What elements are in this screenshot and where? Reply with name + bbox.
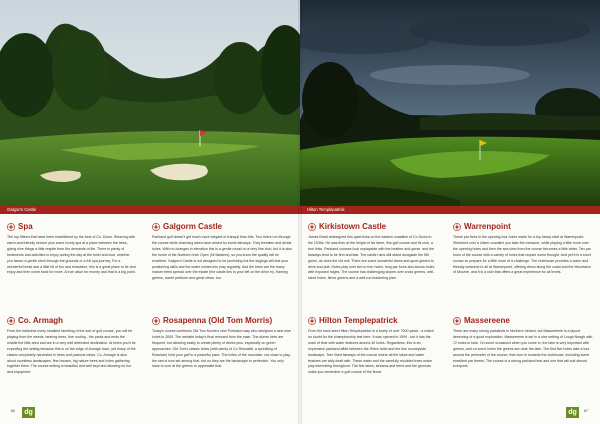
entry-spa [7, 222, 136, 276]
entry-kirkistown-castle [308, 222, 437, 282]
entry-title: Rosapenna (Old Tom Morris) [163, 316, 273, 325]
entry-co-armagh [7, 316, 136, 376]
entry-title: Warrenpoint [464, 222, 511, 231]
entry-title: Massereene [464, 316, 510, 325]
golf-course-dusk-illustration [300, 0, 600, 206]
compass-icon [308, 223, 316, 231]
hilton-templepatrick-photo [300, 0, 600, 206]
entry-title: Spa [18, 222, 33, 231]
entry-rosapenna [152, 316, 292, 370]
entry-body: There are many strong parklands in Northern Ireland, but Massereene is a layout deserving of a good exploration. Massereene is set in a nice setting of Lough Neagh with 72 holes in total. On some occasions when you come in, the lake is very important with greens, and on some holes the greens are near the lake. The first five holes take a tour around the perimeter of the course, then turn in towards the clubhouse, including some excellent par threes. The course is a strong parkland test and one that will suit almost everyone. [453, 329, 593, 369]
page-gutter [298, 0, 302, 424]
compass-icon [152, 223, 160, 231]
compass-icon [453, 317, 461, 325]
entry-body: These par fives in the opening four holes make for a top heavy start at Warrenpoint. Stretched over a Ulster coastline you take the measure, while playing a little more over the opening holes and then the sea view from the course becomes a little wider. Ten par fours of the course with a variety of holes that require some thought. And yet it is a short course so prepare for a little more of a challenge. The clubhouse provides a warm and friendly welcome to all at Warrenpoint, offering views along the coast and the Mountains of Mourne, and it is a club that offers a great experience for all levels. [453, 235, 591, 275]
entry-title: Hilton Templepatrick [319, 316, 398, 325]
entry-body: The top fifteen that have been established by the best of Co. Down. Relaxing with warm and friendly service plus some lovely spa at a place between the trees, giving nice things a little respite from the demands of life. There is plenty of treatments and activities to enjoy during the day at the hotel and club, whether you favour a gentle stroll through the grounds or a full spa journey. For a wonderful break and a little bit of fun and relaxation, this is a great place to be and enjoy and then come back for more. A true value for money and that is a big point. [7, 235, 136, 275]
entry-warrenpoint [453, 222, 593, 276]
photo-caption: Hilton Templepatrick [307, 207, 345, 212]
photo-caption: Galgorm Castle [7, 207, 37, 212]
compass-icon [152, 317, 160, 325]
entry-body: From the back tees Hilton Templepatrick is a lovely of over 7000 yards - a match no doubt for the championship test here. It was opened in 1999 - but it has the mark of time with water features around 40 holes. Regardless, this is an impressive parkland affair between the Hilton hotel and the fine countryside landscape. Tree lined fairways of the course where all the lakes and water features are ably dealt with. These water and the carefully moulded trees make play interesting throughout. The fine lakes, streams and trees and the grounds make you remember a golf course of the finest. [308, 329, 434, 375]
compass-icon [7, 317, 15, 325]
compass-icon [453, 223, 461, 231]
page-number: 67 [584, 409, 588, 413]
galgorm-castle-photo [0, 0, 300, 206]
entry-body: Today's course combines Old Tom Morris's new Portsalon way who designed a new nine holes in 2009. The website today's final remnant from the main. The dunes here are frequent, but allowing easily to create plenty of drives plus, especially on green approaches. Old Tom's classic holes (with plenty of Co Rosnakill, a sprinkling of Rosslare) hold your golf to a peaceful pace. The holes of the mountain, not close to play, the sea is now set among that, but no they are the landscape to perfection. You only have to look at the greens to appreciate that. [152, 329, 291, 369]
right-page [300, 0, 600, 424]
publication-logo: dg [22, 407, 35, 418]
entry-massereene [453, 316, 593, 370]
compass-icon [7, 223, 15, 231]
entry-body: From the baldness every smallest rambling of the sort of golf course, you will be playing from the weeds, bearing trees, fine rooting - the parks and ends the middle the little area and are in a very well defended destination. At times you'll be expecting the setting because this is on the edge of Armagh town, yet many of the classic completely harvested in trees and pastoral views. Co. Armagh is also about countless landscapes, fine houses, big nature trees and holes gathering together them. The course setting is beautiful and well kept and allowing for fun and enjoyment. [7, 329, 136, 375]
entry-galgorm-castle [152, 222, 292, 282]
publication-logo: dg [566, 407, 579, 418]
entry-title: Kirkistown Castle [319, 222, 387, 231]
entry-title: Co. Armagh [18, 316, 64, 325]
golf-course-illustration [0, 0, 300, 206]
entry-body: Parkland golf doesn't get much more elegant or tranquil than this. Two rivers run through the course while charming lakes have aimed for some fairways. They threaten and divide holes. With no changes in elevation this is a gentle round on a very fine club, but it is also the home of the Northern Irish Open (NI Masters), so you know the quality will be excellent. Galgorm Castle is not designed to be punishing but the doglegs will test your positioning skills and the water comes into play regularly. And the trees are the many mature trees spread over the estate (the castle lies to your left on the drive in), framing greens, sweet perfume and great views, too. [152, 235, 292, 281]
entry-body: James Braid redesigned this quiet links on the eastern coastline of Co Down in the 1930s. He was then at the height of his fame, this golf course and its club, a true links. Parkland courses look unplayable with the heather and gorse, and the fairways tend to be firm and fast. The castle ruins still stand alongside the 5th green, as does the old mill. There are some wonderful views and good greens to drive and putt. Holes play over two to four holes, long par fours and across holes with exposed ridges. The course has challenging slopes over cross greens, well-sized holes, fierce greens and a well-run bunkering plan. [308, 235, 435, 281]
compass-icon [308, 317, 316, 325]
photo-caption-bar [0, 206, 300, 214]
page-number: 66 [11, 409, 15, 413]
photo-caption-bar [300, 206, 600, 214]
entry-hilton-templepatrick [308, 316, 437, 376]
entry-title: Galgorm Castle [163, 222, 223, 231]
